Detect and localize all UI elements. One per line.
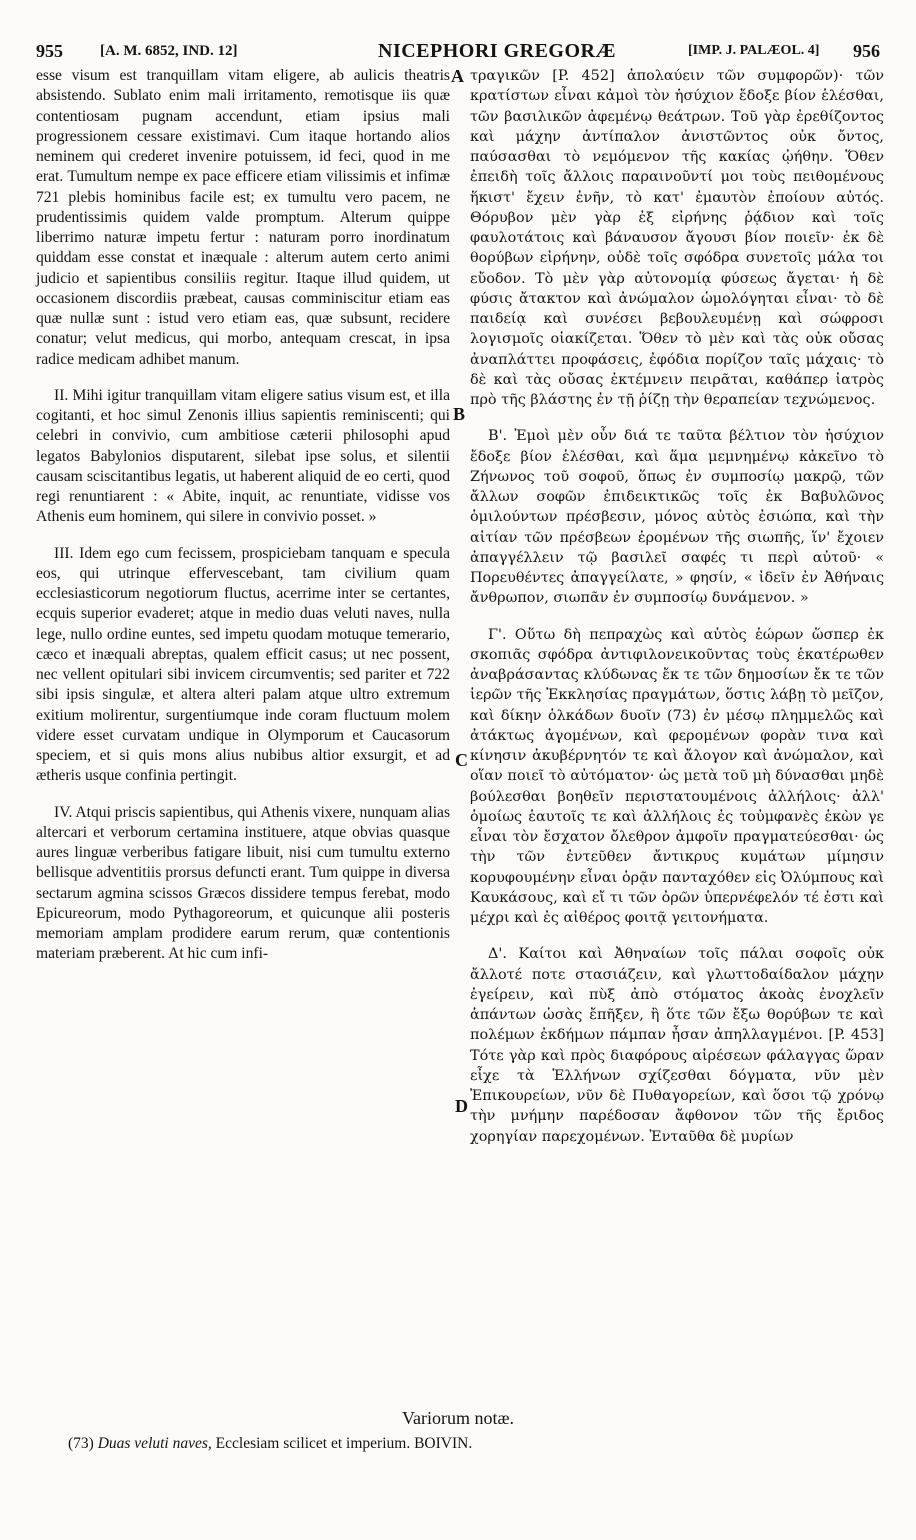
reign-reference-right: [IMP. J. PALÆOL. 4] [688, 43, 820, 58]
margin-letter-c: C [455, 750, 468, 770]
latin-column [36, 66, 450, 965]
margin-letter-a: A [451, 66, 464, 86]
margin-letter-d: D [455, 1096, 468, 1116]
latin-paragraph-1: esse visum est tranquillam vitam eligere, ab aulicis theatris absistendo. Sublato enim mali irritamento, remotisque iis quæ contentiosam pugnam accendunt, etiam ipsius mali progressionem cessare existimavi. Cum itaque hortando alios neminem qui crederet invenire potuissem, id feci, quod in me erat. Tumultum nempe ex pace efficere etiam vilissimis et infimæ 721 plebis hominibus facile est; ex tumultu vero pacem, ne prudentissimis quidem valde promptum. Alterum quippe liberrimo naturæ impetu fertur : naturam porro inordinatum quiddam esse constat et inæquale : alterum autem certo animi judicio et sapientibus consiliis regitur. Itaque illud quidem, ut occasionem discordiis præbeat, causas comminiscitur etiam eas quæ nullæ sunt : istud vero etiam eas, quæ subsunt, recidere conatur; velut medicus, qui morbo, antequam crescat, in ipsa radice medicam adhibet manum. [36, 67, 450, 368]
page-header [36, 36, 880, 66]
footnote-text: Ecclesiam scilicet et imperium. [215, 1435, 411, 1452]
margin-letter-b: B [453, 404, 466, 424]
footnote [68, 1435, 868, 1453]
latin-paragraph-2: II. Mihi igitur tranquillam vitam eligere satius visum est, et illa cogitanti, et hoc simul Zenonis illius sapientis reminiscenti; qui celebri in convivio, cum ambitiose cæterii philosophi apud legatos Babylonios disputarent, silebat ipse solus, et silentii causam sciscitantibus legatis, ut haberent aliquid de eo certi, quod regi renuntiarent : « Abite, inquit, ac renuntiate, vidisse vos Athenis eum hominem, qui silere in convivio posset. » [36, 386, 450, 526]
running-title: NICEPHORI GREGORÆ [378, 39, 616, 62]
latin-paragraph-3: III. Idem ego cum fecissem, prospiciebam tanquam e specula eos, qui utrinque effervescebant, tam civilium quam ecclesiasticorum negotiorum fluctus, acerrime inter se certantes, ecquis superior evaderet; atque in medio duas veluti naves, nulla lege, nullo ordine euntes, sed impetu quodam motuque temerario, cæco et inæquali abreptas, qualem efficit casus; ut nec possent, nec vellent opitulari sibi invicem circumventis; sed pariter et 722 sibi ipsis singulæ, et altera alteri palam atque ultro extremum exitium molirentur, surgentiumque inde coram fluctuum molem videre esset curvatam undique in Olymporum et Caucasorum speciem, et si quis mons alius nubibus altior exsurgit, et ad ætheris usque confinia pertingit. [36, 544, 450, 785]
greek-paragraph-2: Β'. Ἐμοὶ μὲν οὖν διά τε ταῦτα βέλτιον τὸν ἡσύχιον ἔδοξε βίον ἑλέσθαι, καὶ ἅμα μεμνημένῳ κἀκεῖνο τὸ Ζήνωνος τοῦ σοφοῦ, ὅπως ἐν συμποσίῳ μακρῷ, τῶν ἄλλων σοφῶν ἐπιδεικτικῶς τοῖς ἐκ Βαβυλῶνος ὁμιλούντων πρέσβεσιν, μόνος αὐτὸς ἐσιώπα, καὶ τὴν αἰτίαν τῶν πρέσβεων ἐρομένων τῆς σιωπῆς, ἵν' ἔχοιεν ἀπαγγέλλειν τῷ βασιλεῖ σαφές τι περὶ αὐτοῦ· « Πορευθέντες ἀπαγγείλατε, » φησίν, « ἰδεῖν ἐν Ἀθήναις ἄνθρωπον, σιωπᾶν ἐν συμποσίῳ δυνάμενον. » [470, 428, 884, 607]
date-reference-left: [A. M. 6852, IND. 12] [100, 42, 238, 59]
greek-column [470, 66, 884, 1147]
page-number-right: 956 [853, 40, 880, 61]
notes-heading: Variorum notæ. [402, 1408, 514, 1428]
greek-paragraph-4: Δ'. Καίτοι καὶ Ἀθηναίων τοῖς πάλαι σοφοῖς οὐκ ἄλλοτέ ποτε στασιάζειν, καὶ γλωττοδαίδαλον μάχην ἐγείρειν, καὶ πὺξ ἀπὸ στόματος ἀκοὰς ἐνοχλεῖν ἁπάντων ὡσὰς ἔπῆξεν, ἢ ὅτε τῶν ἔξω θορύβων τε καὶ πολέμων ἐκδήμων πάμπαν ἦσαν ἀπηλλαγμένοι. [P. 453] Τότε γὰρ καὶ πρὸς διαφόρους αἱρέσεων φάλαγγας ὥραν εἶχε τὰ Ἑλλήνων σχίζεσθαι δόγματα, νῦν μὲν Ἐπικουρείων, νῦν δὲ Πυθαγορείων, καὶ ὅσοι τῷ χρόνῳ τὴν μνήμην παρέδοσαν ἄφθονον τῶν τῆς ἔριδος χορηγίαν παρεχομένων. Ἐνταῦθα δὲ μυρίων [470, 946, 884, 1145]
latin-paragraph-4: IV. Atqui priscis sapientibus, qui Athenis vixere, nunquam alias altercari et verborum certamina instituere, atque obvias quasque aures linguæ verberibus fatigare libuit, nisi cum tumultu externo bellisque adventitiis prorsus defuncti erant. Tum quippe in diversa sectarum agmina scissos Græcos dissidere tempus ferebat, modo Epicureorum, modo Pythagoreorum, et quicunque alii posteris memoriam amplam prodidere earum rerum, quæ contentionis materiam præberent. At hic cum infi- [36, 803, 451, 963]
page-number-left: 955 [36, 40, 63, 61]
greek-paragraph-1: τραγικῶν [P. 452] ἀπολαύειν τῶν συμφορῶν)· τῶν κρατίστων εἶναι κἀμοὶ τὸν ἡσύχιον ἔδοξε βίον ἑλέσθαι, τῶν βασιλικῶν ἀφεμένῳ θεάτρων. Τοῦ γὰρ ἐρεθίζοντος καὶ μάχην ἀντίπαλον ἀνιστῶντος οὐκ ὄντος, παύσασθαι τὸ νεμόμενον τῆς κακίας ᾠήθην. Ὅθεν ἐπειδὴ τοῖς ἄλλοις παραινοῦντί μοι τοὺς πειθομένους ἥκιστ' ἔχειν ἐνῆν, τὸ κατ' ἐμαυτὸν ἐποίουν αὐτός. Θόρυβον μὲν γὰρ ἐξ εἰρήνης ῥᾴδιον καὶ τοῖς φαυλοτάτοις καὶ βάναυσον ἄγουσι βίον ποιεῖν· ἐκ δὲ θορύβων εἰρήνην, οὐδὲ τοῖς σφόδρα συνετοῖς μάλα τοι εὔοδον. Τὸ μὲν γὰρ αὐτονομίᾳ φύσεως ἄγεται· ἡ δὲ φύσις ἄτακτον καὶ ἀνώμαλον ὡμολόγηται εἶναι· τὸ δὲ παιδείᾳ καὶ συνέσει βεβουλευμένῃ καὶ σώφροσι λογισμοῖς οἰακίζεται. Ὅθεν τὸ μὲν καὶ τὰς οὐκ οὔσας ἀναπλάττει προφάσεις, ἐφόδια πορίζον ταῖς μάχαις· τὸ δὲ καὶ τὰς οὔσας ἐκτέμνειν πειρᾶται, καθάπερ ἰατρὸς πρὸ τῆς βλάστης ἐν τῇ ῥίζῃ τὴν θεραπείαν τεχνώμενος. [470, 68, 884, 408]
footnote-lemma: Duas veluti naves, [97, 1435, 212, 1452]
footnote-marker: (73) [68, 1435, 94, 1452]
footnote-author: BOIVIN. [414, 1435, 473, 1452]
greek-paragraph-3: Γ'. Οὕτω δὴ πεπραχὼς καὶ αὐτὸς ἑώρων ὥσπερ ἐκ σκοπιᾶς σφόδρα ἀντιφιλονεικοῦντας τοὺς ἑκατέρωθεν ἀναβράσαντας κλύδωνας ἔκ τε τῶν δημοσίων ἔκ τε τῶν ἱερῶν τῆς Ἐκκλησίας πραγμάτων, ὅστις λάβῃ τὸ μεῖζον, καὶ δίκην ὁλκάδων δυοῖν (73) ἐν μέσῳ πλημμελῶς καὶ ἀτάκτως ἀγομένων, καὶ φερομένων φορὰν τινα καὶ κίνησιν ἀκυβέρνητόν τε καὶ ἄλογον καὶ ἀνώμαλον, καὶ οἵαν ποιεῖ τὸ αὐτόματον· ὡς μετὰ τοῦ μὴ δύνασθαι μηδὲ βούλεσθαι βοηθεῖν περιστατουμένοις ἀλλήλοις· ἀλλ' ὁμοίως ἑαυτοῖς τε καὶ ἀλλήλοις ἐς τοὐμφανὲς ἑκὼν γε εἶναι τὸν ἔσχατον ὄλεθρον ἀμφοῖν πραγματεύεσθαι· ὡς τὴν τῶν ἐντεῦθεν ἄντικρυς κυμάτων μίμησιν κορυφουμένην εἶναι ὁρᾷν πανταχόθεν εἰς Ὀλύμπους καὶ Καυκάσους, καὶ εἴ τι τῶν ὀρῶν ὑπερνέφελόν τέ ἐστι καὶ μέχρι καὶ ἐς αἰθέρος φοιτᾷ γειτονήματα. [470, 626, 884, 926]
